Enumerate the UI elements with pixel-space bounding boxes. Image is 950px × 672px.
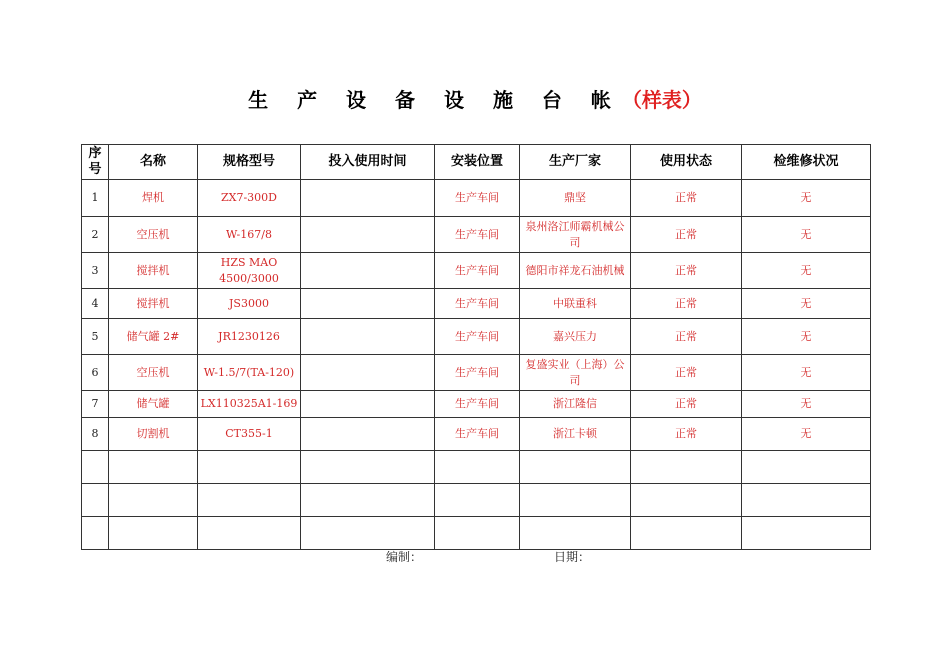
header-start-date: 投入使用时间 bbox=[301, 145, 435, 180]
cell-status: 正常 bbox=[631, 355, 742, 391]
cell-start-date bbox=[301, 319, 435, 355]
cell-seq: 2 bbox=[82, 217, 109, 253]
table-row bbox=[82, 217, 871, 253]
cell-location: 生产车间 bbox=[435, 289, 520, 319]
empty-cell bbox=[301, 451, 435, 484]
cell-model: HZS MAO 4500/3000 bbox=[198, 253, 301, 289]
empty-cell bbox=[198, 484, 301, 517]
cell-model: W-167/8 bbox=[198, 217, 301, 253]
cell-start-date bbox=[301, 418, 435, 451]
cell-name: 储气罐 2# bbox=[109, 319, 198, 355]
cell-location: 生产车间 bbox=[435, 418, 520, 451]
cell-location: 生产车间 bbox=[435, 319, 520, 355]
cell-start-date bbox=[301, 355, 435, 391]
empty-cell bbox=[109, 484, 198, 517]
cell-manufacturer: 浙江卡顿 bbox=[520, 418, 631, 451]
cell-name: 切割机 bbox=[109, 418, 198, 451]
cell-seq: 8 bbox=[82, 418, 109, 451]
empty-cell bbox=[520, 484, 631, 517]
cell-name: 储气罐 bbox=[109, 391, 198, 418]
table-row bbox=[82, 289, 871, 319]
cell-seq: 1 bbox=[82, 180, 109, 217]
empty-cell bbox=[109, 451, 198, 484]
header-seq: 序号 bbox=[82, 145, 109, 180]
empty-cell bbox=[742, 517, 871, 550]
cell-location: 生产车间 bbox=[435, 217, 520, 253]
cell-start-date bbox=[301, 289, 435, 319]
table-row bbox=[82, 319, 871, 355]
cell-seq: 3 bbox=[82, 253, 109, 289]
cell-repair: 无 bbox=[742, 418, 871, 451]
header-manufacturer: 生产厂家 bbox=[520, 145, 631, 180]
empty-cell bbox=[435, 484, 520, 517]
cell-seq: 5 bbox=[82, 319, 109, 355]
title-sample-note: 样表 bbox=[641, 88, 682, 112]
table-row bbox=[82, 391, 871, 418]
cell-model: JR1230126 bbox=[198, 319, 301, 355]
empty-cell bbox=[198, 451, 301, 484]
cell-repair: 无 bbox=[742, 217, 871, 253]
cell-status: 正常 bbox=[631, 289, 742, 319]
cell-manufacturer: 浙江隆信 bbox=[520, 391, 631, 418]
cell-model: JS3000 bbox=[198, 289, 301, 319]
empty-cell bbox=[742, 484, 871, 517]
cell-status: 正常 bbox=[631, 319, 742, 355]
compiled-by-label: 编制： bbox=[386, 550, 423, 564]
cell-location: 生产车间 bbox=[435, 253, 520, 289]
empty-cell bbox=[435, 517, 520, 550]
header-status: 使用状态 bbox=[631, 145, 742, 180]
cell-manufacturer: 泉州洛江师霸机械公司 bbox=[520, 217, 631, 253]
empty-cell bbox=[301, 484, 435, 517]
table-row bbox=[82, 253, 871, 289]
cell-repair: 无 bbox=[742, 355, 871, 391]
header-name: 名称 bbox=[109, 145, 198, 180]
cell-status: 正常 bbox=[631, 180, 742, 217]
cell-name: 焊机 bbox=[109, 180, 198, 217]
empty-cell bbox=[82, 484, 109, 517]
cell-location: 生产车间 bbox=[435, 180, 520, 217]
cell-model: ZX7-300D bbox=[198, 180, 301, 217]
cell-manufacturer: 嘉兴压力 bbox=[520, 319, 631, 355]
date-label: 日期： bbox=[554, 550, 591, 564]
cell-manufacturer: 德阳市祥龙石油机械 bbox=[520, 253, 631, 289]
table-header-row bbox=[82, 145, 871, 180]
cell-status: 正常 bbox=[631, 418, 742, 451]
empty-cell bbox=[301, 517, 435, 550]
empty-cell bbox=[520, 517, 631, 550]
cell-name: 搅拌机 bbox=[109, 253, 198, 289]
empty-row bbox=[82, 451, 871, 484]
cell-model: LX110325A1-169 bbox=[198, 391, 301, 418]
cell-seq: 4 bbox=[82, 289, 109, 319]
empty-cell bbox=[631, 517, 742, 550]
empty-cell bbox=[82, 517, 109, 550]
title-open-paren: （ bbox=[621, 88, 642, 112]
cell-status: 正常 bbox=[631, 253, 742, 289]
title-main: 生 产 设 备 设 施 台 帐 bbox=[248, 88, 622, 112]
cell-name: 搅拌机 bbox=[109, 289, 198, 319]
header-location: 安装位置 bbox=[435, 145, 520, 180]
cell-manufacturer: 中联重科 bbox=[520, 289, 631, 319]
cell-repair: 无 bbox=[742, 391, 871, 418]
cell-start-date bbox=[301, 180, 435, 217]
cell-seq: 6 bbox=[82, 355, 109, 391]
cell-name: 空压机 bbox=[109, 355, 198, 391]
empty-cell bbox=[435, 451, 520, 484]
cell-manufacturer: 鼎坚 bbox=[520, 180, 631, 217]
cell-status: 正常 bbox=[631, 217, 742, 253]
empty-cell bbox=[82, 451, 109, 484]
empty-cell bbox=[742, 451, 871, 484]
empty-row bbox=[82, 517, 871, 550]
cell-repair: 无 bbox=[742, 319, 871, 355]
table-row bbox=[82, 355, 871, 391]
title-close-paren: ） bbox=[681, 88, 702, 112]
cell-location: 生产车间 bbox=[435, 355, 520, 391]
cell-status: 正常 bbox=[631, 391, 742, 418]
empty-cell bbox=[631, 451, 742, 484]
cell-location: 生产车间 bbox=[435, 391, 520, 418]
cell-manufacturer: 复盛实业（上海）公司 bbox=[520, 355, 631, 391]
document-title bbox=[0, 84, 950, 113]
header-model: 规格型号 bbox=[198, 145, 301, 180]
empty-cell bbox=[631, 484, 742, 517]
table-row bbox=[82, 418, 871, 451]
cell-repair: 无 bbox=[742, 289, 871, 319]
empty-row bbox=[82, 484, 871, 517]
cell-start-date bbox=[301, 253, 435, 289]
table-row bbox=[82, 180, 871, 217]
equipment-ledger-table bbox=[81, 144, 871, 550]
empty-cell bbox=[520, 451, 631, 484]
cell-name: 空压机 bbox=[109, 217, 198, 253]
cell-model: CT355-1 bbox=[198, 418, 301, 451]
empty-cell bbox=[198, 517, 301, 550]
cell-start-date bbox=[301, 391, 435, 418]
empty-cell bbox=[109, 517, 198, 550]
cell-start-date bbox=[301, 217, 435, 253]
cell-repair: 无 bbox=[742, 180, 871, 217]
cell-model: W-1.5/7(TA-120) bbox=[198, 355, 301, 391]
header-repair: 检维修状况 bbox=[742, 145, 871, 180]
cell-repair: 无 bbox=[742, 253, 871, 289]
cell-seq: 7 bbox=[82, 391, 109, 418]
